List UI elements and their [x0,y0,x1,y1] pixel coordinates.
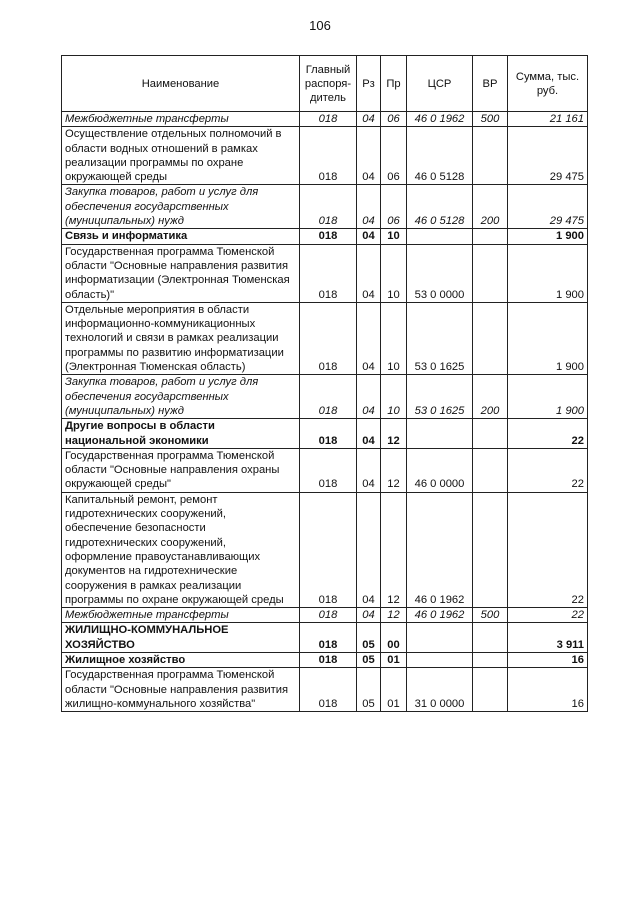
table-row [62,127,588,185]
cell-vr [473,302,508,374]
header-rz: Рз [357,56,381,112]
cell-pr: 10 [381,302,407,374]
table-row [62,448,588,492]
cell-sum: 22 [508,419,588,449]
cell-csr: 53 0 0000 [407,244,473,302]
table-row [62,112,588,127]
cell-vr: 500 [473,608,508,623]
cell-sum: 1 900 [508,375,588,419]
cell-csr [407,652,473,667]
header-name: Наименование [62,56,300,112]
cell-rz: 04 [357,244,381,302]
cell-rz: 04 [357,419,381,449]
cell-rz: 04 [357,608,381,623]
cell-rz: 04 [357,302,381,374]
cell-csr: 53 0 1625 [407,302,473,374]
cell-pr: 06 [381,127,407,185]
table-row [62,244,588,302]
cell-vr [473,419,508,449]
cell-admin: 018 [300,419,357,449]
cell-admin: 018 [300,185,357,229]
cell-csr: 46 0 0000 [407,448,473,492]
cell-sum: 22 [508,492,588,607]
cell-rz: 04 [357,127,381,185]
cell-vr [473,244,508,302]
cell-csr: 46 0 1962 [407,492,473,607]
table-row [62,608,588,623]
cell-csr: 31 0 0000 [407,668,473,712]
table-row [62,623,588,653]
cell-sum: 3 911 [508,623,588,653]
table-row [62,652,588,667]
cell-vr [473,623,508,653]
page-number: 106 [309,18,331,33]
cell-vr: 200 [473,185,508,229]
cell-pr: 12 [381,492,407,607]
table-row [62,668,588,712]
cell-pr: 12 [381,448,407,492]
table-row [62,375,588,419]
cell-pr: 01 [381,652,407,667]
cell-name: Жилищное хозяйство [62,652,300,667]
cell-admin: 018 [300,244,357,302]
cell-name: Другие вопросы в области национальной экономики [62,419,300,449]
budget-table [61,55,588,712]
header-admin: Главный распоря-дитель [300,56,357,112]
cell-rz: 05 [357,652,381,667]
cell-vr [473,127,508,185]
cell-pr: 10 [381,375,407,419]
cell-name: Межбюджетные трансферты [62,608,300,623]
header-vr: ВР [473,56,508,112]
table-row [62,229,588,244]
cell-name: Связь и информатика [62,229,300,244]
table-row [62,492,588,607]
cell-rz: 04 [357,492,381,607]
cell-admin: 018 [300,668,357,712]
cell-pr: 12 [381,608,407,623]
cell-pr: 12 [381,419,407,449]
cell-rz: 04 [357,229,381,244]
cell-csr: 46 0 1962 [407,112,473,127]
cell-sum: 1 900 [508,229,588,244]
cell-vr [473,229,508,244]
cell-vr [473,668,508,712]
cell-pr: 01 [381,668,407,712]
cell-pr: 10 [381,244,407,302]
cell-rz: 04 [357,112,381,127]
cell-sum: 29 475 [508,185,588,229]
cell-vr [473,492,508,607]
cell-admin: 018 [300,229,357,244]
cell-admin: 018 [300,302,357,374]
cell-name: Государственная программа Тюменской области "Основные направления развития жилищно-коммунального хозяйства" [62,668,300,712]
cell-name: Закупка товаров, работ и услуг для обеспечения государственных (муниципальных) нужд [62,375,300,419]
header-csr: ЦСР [407,56,473,112]
cell-admin: 018 [300,492,357,607]
cell-name: ЖИЛИЩНО-КОММУНАЛЬНОЕ ХОЗЯЙСТВО [62,623,300,653]
cell-sum: 1 900 [508,244,588,302]
cell-admin: 018 [300,623,357,653]
cell-name: Государственная программа Тюменской области "Основные направления развития информатизации (Электронная Тюменская область)" [62,244,300,302]
cell-name: Осуществление отдельных полномочий в области водных отношений в рамках реализации программы по охране окружающей среды [62,127,300,185]
cell-sum: 22 [508,448,588,492]
cell-name: Отдельные мероприятия в области информационно-коммуникационных технологий и связи в рамках реализации программы по развитию информатизации (Электронная Тюменская область) [62,302,300,374]
cell-admin: 018 [300,448,357,492]
header-pr: Пр [381,56,407,112]
cell-sum: 16 [508,652,588,667]
cell-csr: 53 0 1625 [407,375,473,419]
cell-admin: 018 [300,652,357,667]
cell-pr: 06 [381,185,407,229]
cell-csr: 46 0 5128 [407,127,473,185]
table-header-row [62,56,588,112]
cell-name: Государственная программа Тюменской области "Основные направления охраны окружающей среды" [62,448,300,492]
cell-name: Закупка товаров, работ и услуг для обеспечения государственных (муниципальных) нужд [62,185,300,229]
cell-rz: 04 [357,375,381,419]
cell-vr [473,448,508,492]
cell-sum: 22 [508,608,588,623]
table-row [62,419,588,449]
cell-admin: 018 [300,375,357,419]
cell-pr: 00 [381,623,407,653]
cell-sum: 29 475 [508,127,588,185]
table-row [62,185,588,229]
cell-vr: 500 [473,112,508,127]
table-row [62,302,588,374]
cell-sum: 1 900 [508,302,588,374]
cell-admin: 018 [300,608,357,623]
cell-csr: 46 0 1962 [407,608,473,623]
cell-rz: 05 [357,668,381,712]
cell-sum: 16 [508,668,588,712]
cell-admin: 018 [300,127,357,185]
cell-rz: 04 [357,448,381,492]
cell-csr [407,623,473,653]
cell-name: Межбюджетные трансферты [62,112,300,127]
cell-admin: 018 [300,112,357,127]
cell-pr: 10 [381,229,407,244]
cell-csr: 46 0 5128 [407,185,473,229]
header-sum: Сумма, тыс. руб. [508,56,588,112]
cell-csr [407,419,473,449]
cell-vr: 200 [473,375,508,419]
cell-csr [407,229,473,244]
cell-pr: 06 [381,112,407,127]
cell-vr [473,652,508,667]
cell-sum: 21 161 [508,112,588,127]
cell-rz: 05 [357,623,381,653]
cell-name: Капитальный ремонт, ремонт гидротехнических сооружений, обеспечение безопасности гидротехнических сооружений, оформление правоустанавливающих документов на гидротехнические сооружения в рамках реализации программы по охране окружающей среды [62,492,300,607]
cell-rz: 04 [357,185,381,229]
